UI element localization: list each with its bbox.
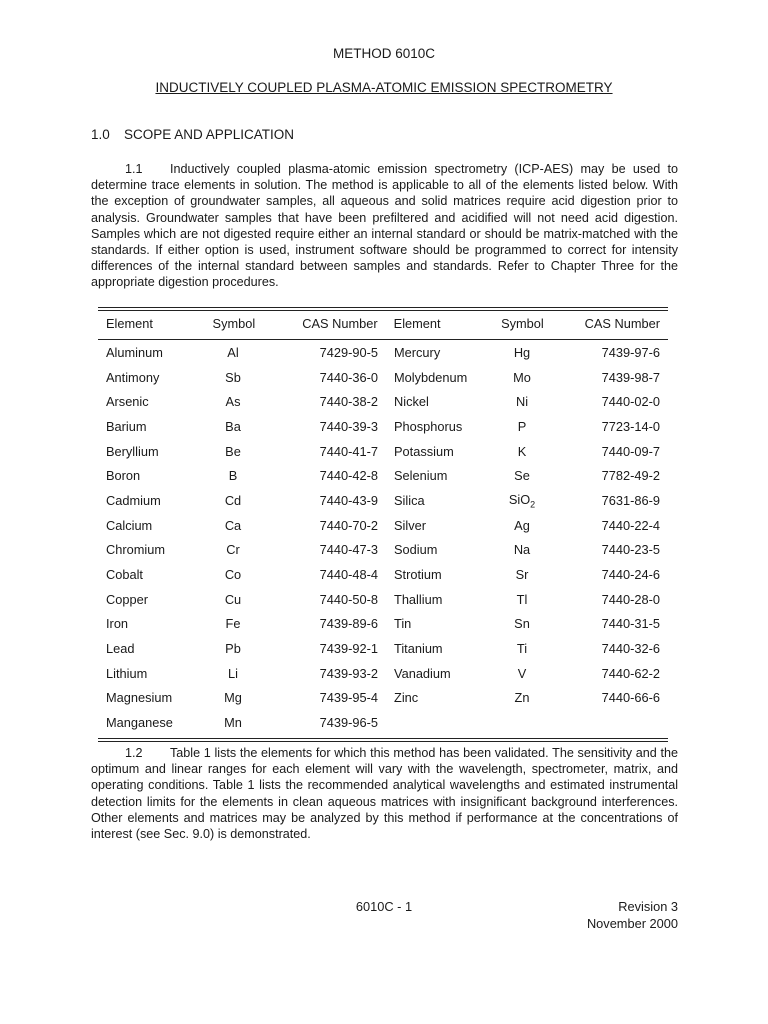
elements-table: [98, 311, 668, 335]
table-cell: Phosphorus: [394, 418, 463, 434]
table-cell: 7440-62-2: [601, 665, 660, 681]
table-cell: Arsenic: [106, 394, 149, 410]
table-cell: Silica: [394, 492, 425, 508]
table-cell: Chromium: [106, 542, 166, 558]
header-cell: Symbol: [212, 315, 256, 331]
table-row: [98, 636, 668, 661]
table-cell: Sb: [225, 369, 241, 385]
header-cell: CAS Number: [584, 315, 660, 331]
table-cell: Ba: [225, 418, 241, 434]
table-cell: Thallium: [394, 591, 443, 607]
table-cell: Beryllium: [106, 443, 159, 459]
table-cell: Be: [225, 443, 241, 459]
paragraph-text: Table 1 lists the elements for which this method has been validated. The sensitivity and the optimum and linear ranges for each element will vary with the wavelength, spectrometer, matrix, and operating conditions. Table 1 lists the recommended analytical wavelengths and estimated instrumental detection limits for the elements in clean aqueous matrices with insignificant background interferences. Other elements and matrices may be analyzed by this method if performance at the concentrations of interest (see Sec. 9.0) is demonstrated.: [91, 746, 678, 842]
table-cell: Lithium: [106, 665, 148, 681]
table-cell: 7440-02-0: [601, 394, 660, 410]
paragraph-1-1: [91, 161, 678, 291]
table-cell: 7440-09-7: [601, 443, 660, 459]
table-cell: 7440-47-3: [319, 542, 378, 558]
table-row: [98, 710, 668, 735]
table-cell: Mg: [224, 690, 242, 706]
document-title: INDUCTIVELY COUPLED PLASMA-ATOMIC EMISSION SPECTROMETRY: [155, 80, 613, 95]
table-cell: 7782-49-2: [601, 468, 660, 484]
table-cell: Lead: [106, 641, 135, 657]
table-cell: Vanadium: [394, 665, 451, 681]
table-cell: Sn: [514, 616, 530, 632]
table-cell: [554, 710, 668, 735]
table-row: [98, 661, 668, 686]
table-cell: Mn: [224, 715, 242, 731]
paragraph-text: Inductively coupled plasma-atomic emission spectrometry (ICP-AES) may be used to determine trace elements in solution. The method is applicable to all of the elements listed below. With the exception of groundwater samples, all aqueous and solid matrices require acid digestion prior to analysis. Groundwater samples that have been prefiltered and acidified will not need acid digestion. Samples which are not digested require either an internal standard or should be matrix-matched with the standards. If either option is used, instrument software should be programmed to correct for intensity differences of the internal standard between samples and standards. Refer to Chapter Three for the appropriate digestion procedures.: [91, 162, 678, 290]
header-cell: Symbol: [501, 315, 544, 331]
table-cell: Cd: [224, 492, 242, 508]
table-cell: Ag: [514, 517, 530, 533]
table-cell: 7439-96-5: [319, 715, 378, 731]
table-cell: Li: [228, 665, 238, 681]
table-cell: Copper: [106, 591, 148, 607]
table-row: [98, 612, 668, 637]
table-cell: Tin: [394, 616, 412, 632]
table-cell: 7440-32-6: [601, 641, 660, 657]
table-cell: Zn: [514, 690, 530, 706]
table-cell: Cr: [226, 542, 240, 558]
table-cell: 7440-28-0: [601, 591, 660, 607]
table-cell: Strotium: [394, 567, 442, 583]
table-cell: 7631-86-9: [601, 492, 660, 508]
section-title: SCOPE AND APPLICATION: [124, 127, 295, 142]
table-row: [98, 488, 668, 513]
table-cell: Al: [227, 344, 239, 360]
table-cell: Zinc: [394, 690, 419, 706]
table-cell: Mo: [513, 369, 531, 385]
table-cell: Molybdenum: [394, 369, 468, 385]
table-cell: 7439-92-1: [319, 641, 378, 657]
table-cell: Nickel: [394, 394, 429, 410]
table-row: [98, 439, 668, 464]
table-cell: 7439-97-6: [601, 344, 660, 360]
section-number: 1.0: [91, 127, 110, 142]
table-cell: Silver: [394, 517, 426, 533]
table-cell: Sr: [515, 567, 529, 583]
table-cell: Barium: [106, 418, 147, 434]
paragraph-number: 1.2: [125, 746, 143, 760]
table-cell: 7440-24-6: [601, 567, 660, 583]
table-cell: Ni: [515, 394, 529, 410]
table-row: [98, 538, 668, 563]
table-cell: 7440-31-5: [601, 616, 660, 632]
table-cell: Hg: [513, 344, 531, 360]
table-cell: Na: [513, 542, 531, 558]
revision-label: Revision 3: [618, 899, 678, 914]
table-cell: Fe: [225, 616, 241, 632]
table-cell: 7440-50-8: [319, 591, 378, 607]
table-row: [98, 389, 668, 414]
table-header-row: [98, 311, 668, 335]
table-cell: Calcium: [106, 517, 153, 533]
section-heading: [91, 127, 294, 142]
table-cell: SiO$_2$: [508, 491, 536, 510]
header-cell: Element: [106, 315, 153, 331]
table-row: [98, 686, 668, 711]
table-cell: 7429-90-5: [319, 344, 378, 360]
table-row: [98, 414, 668, 439]
table-cell: Co: [224, 567, 242, 583]
table-cell: 7440-48-4: [319, 567, 378, 583]
table-cell: 7440-39-3: [319, 418, 378, 434]
table-cell: 7440-36-0: [319, 369, 378, 385]
table-cell: 7440-66-6: [601, 690, 660, 706]
table-cell: Cu: [224, 591, 242, 607]
table-cell: Ca: [224, 517, 242, 533]
table-cell: Iron: [106, 616, 129, 632]
table-cell: Cadmium: [106, 492, 161, 508]
table-cell: Sodium: [394, 542, 438, 558]
table-cell: 7440-41-7: [319, 443, 378, 459]
table-bottom-rule: [98, 738, 668, 742]
table-cell: Aluminum: [106, 344, 163, 360]
table-cell: 7439-95-4: [319, 690, 378, 706]
table-cell: Tl: [516, 591, 528, 607]
table-cell: 7440-23-5: [601, 542, 660, 558]
revision-date: November 2000: [586, 915, 678, 931]
elements-table-body: [98, 340, 668, 735]
table-cell: 7440-43-9: [319, 492, 378, 508]
table-row: [98, 365, 668, 390]
table-row: [98, 587, 668, 612]
paragraph-number: 1.1: [125, 162, 143, 176]
table-cell: B: [228, 468, 238, 484]
table-cell: [490, 710, 554, 735]
table-cell: Se: [514, 468, 530, 484]
table-cell: 7439-98-7: [601, 369, 660, 385]
table-cell: [386, 710, 490, 735]
table-row: [98, 463, 668, 488]
table-cell: Selenium: [394, 468, 448, 484]
table-cell: P: [517, 418, 527, 434]
table-cell: Boron: [106, 468, 141, 484]
elements-table-container: [98, 307, 668, 742]
table-cell: 7439-93-2: [319, 665, 378, 681]
table-cell: Cobalt: [106, 567, 143, 583]
table-row: [98, 513, 668, 538]
table-row: [98, 340, 668, 365]
table-cell: Potassium: [394, 443, 454, 459]
table-cell: As: [225, 394, 241, 410]
table-cell: K: [517, 443, 527, 459]
table-cell: 7440-70-2: [319, 517, 378, 533]
method-heading: METHOD 6010C: [332, 46, 436, 61]
page-number: 6010C - 1: [355, 899, 413, 914]
table-cell: V: [517, 665, 527, 681]
paragraph-1-2: [91, 745, 678, 842]
header-cell: CAS Number: [302, 315, 378, 331]
table-cell: 7723-14-0: [601, 418, 660, 434]
table-cell: Manganese: [106, 715, 173, 731]
table-cell: Antimony: [106, 369, 160, 385]
table-row: [98, 562, 668, 587]
table-cell: Titanium: [394, 641, 443, 657]
revision-block: [587, 899, 678, 932]
table-cell: Magnesium: [106, 690, 173, 706]
table-cell: Mercury: [394, 344, 441, 360]
table-cell: Ti: [516, 641, 528, 657]
table-cell: 7440-42-8: [319, 468, 378, 484]
header-cell: Element: [393, 315, 441, 331]
table-cell: 7439-89-6: [319, 616, 378, 632]
table-cell: 7440-22-4: [601, 517, 660, 533]
table-cell: Pb: [225, 641, 241, 657]
table-cell: 7440-38-2: [319, 394, 378, 410]
